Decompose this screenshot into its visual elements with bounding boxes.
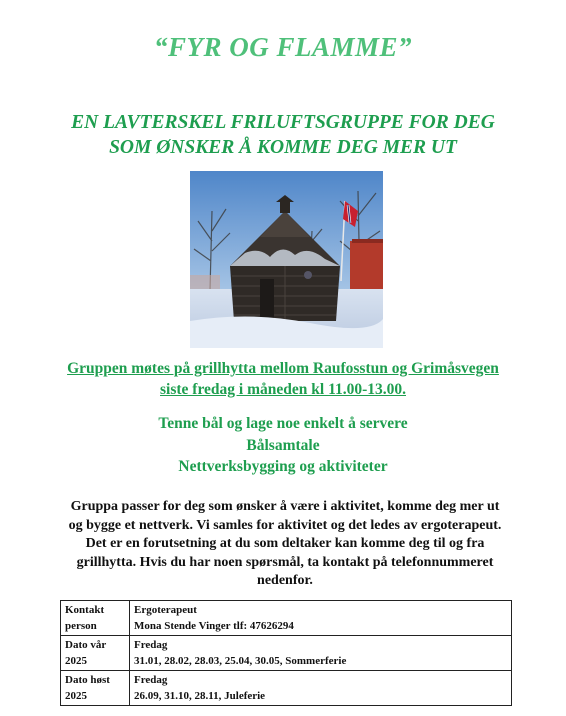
activities-list	[0, 413, 566, 478]
meeting-line-2: siste fredag i måneden kl 11.00-13.00.	[160, 381, 406, 398]
activity-item: Tenne bål og lage noe enkelt å servere	[158, 415, 408, 432]
meeting-line-1: Gruppen møtes på grillhytta mellom Raufosstun og Grimåsvegen	[67, 360, 499, 377]
grill-hut-photo	[190, 171, 383, 348]
description-text: Gruppa passer for deg som ønsker å være i aktivitet, komme deg mer ut og bygge et nettverk. Vi samles for aktivitet og det ledes av ergoterapeut. Det er en forutsetning at du som deltaker kan komme deg til og fra grillhytta. Hvis du har noen spørsmål, ta kontakt på telefonnummeret nedenfor.	[68, 499, 502, 588]
subtitle-line-2: SOM ØNSKER Å KOMME DEG MER UT	[109, 137, 457, 158]
autumn-dates-value: Fredag 26.09, 31.10, 28.11, Juleferie	[130, 671, 512, 706]
info-table	[60, 600, 512, 706]
autumn-dates-label: Dato høst 2025	[61, 671, 130, 706]
activity-item: Nettverksbygging og aktiviteter	[178, 458, 388, 475]
subtitle	[30, 110, 536, 160]
spring-dates-label: Dato vår 2025	[61, 636, 130, 671]
spring-dates-value: Fredag 31.01, 28.02, 28.03, 25.04, 30.05, Sommerferie	[130, 636, 512, 671]
contact-value: Ergoterapeut Mona Stende Vinger tlf: 47626294	[130, 601, 512, 636]
meeting-info	[40, 358, 526, 400]
table-row	[61, 636, 512, 671]
table-row	[61, 601, 512, 636]
table-row	[61, 671, 512, 706]
contact-label: Kontakt person	[61, 601, 130, 636]
subtitle-line-1: EN LAVTERSKEL FRILUFTSGRUPPE FOR DEG	[71, 112, 495, 133]
activity-item: Bålsamtale	[246, 436, 320, 454]
page-title: “FYR OG FLAMME”	[153, 32, 413, 62]
